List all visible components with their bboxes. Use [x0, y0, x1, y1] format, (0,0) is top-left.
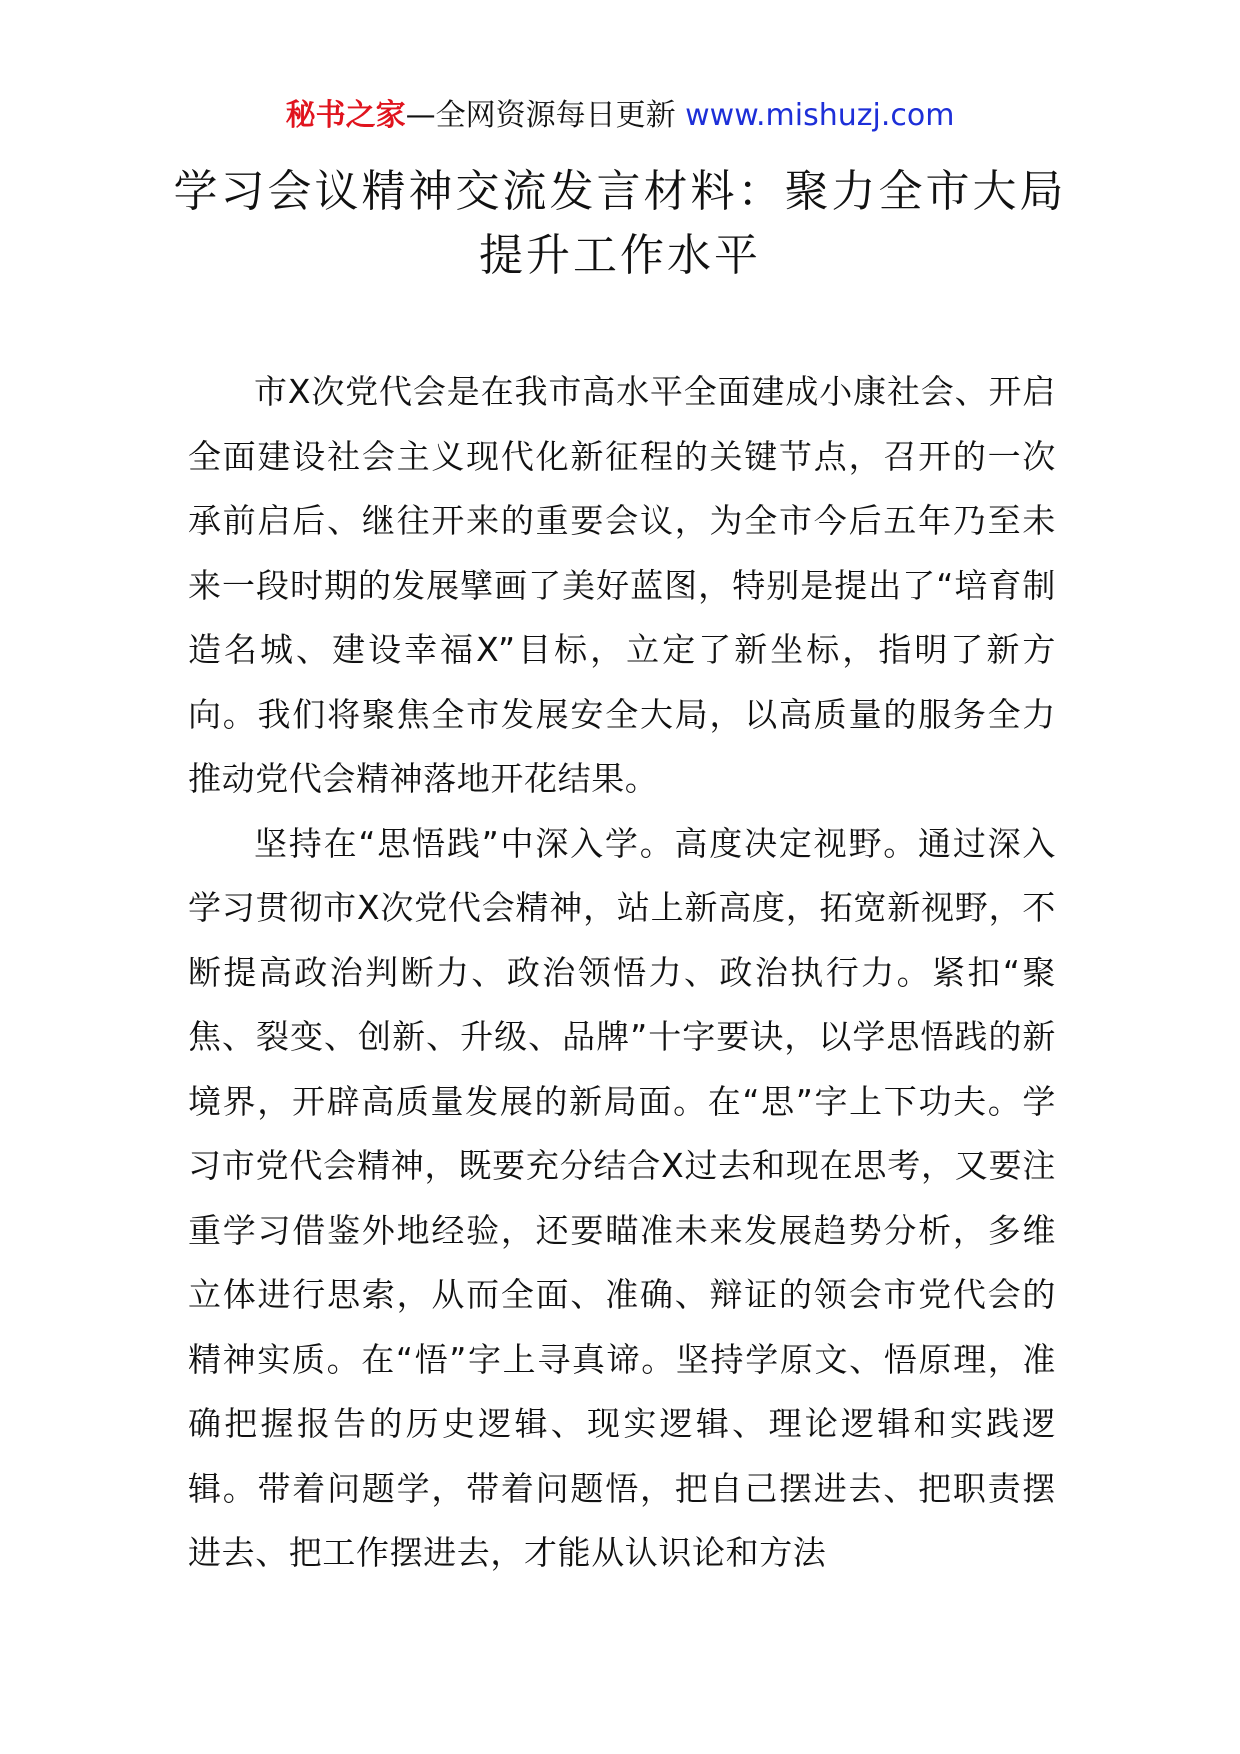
- site-url-link[interactable]: www.mishuzj.com: [685, 98, 955, 133]
- header-tagline: —全网资源每日更新: [405, 98, 676, 133]
- document-title: 学习会议精神交流发言材料：聚力全市大局提升工作水平: [173, 166, 1067, 281]
- paragraph: 坚持在“思悟践”中深入学。高度决定视野。通过深入学习贯彻市X次党代会精神，站上新高度，拓宽新视野，不断提高政治判断力、政治领悟力、政治执行力。紧扣“聚焦、裂变、创新、升级、品牌”十字要诀，以学思悟践的新境界，开辟高质量发展的新局面。在“思”字上下功夫。学习市党代会精神，既要充分结合X过去和现在思考，又要注重学习借鉴外地经验，还要瞄准未来发展趋势分析，多维立体进行思索，从而全面、准确、辩证的领会市党代会的精神实质。在“悟”字上寻真谛。坚持学原文、悟原理，准确把握报告的历史逻辑、现实逻辑、理论逻辑和实践逻辑。带着问题学，带着问题悟，把自己摆进去、把职责摆进去、把工作摆进去，才能从认识论和方法: [188, 823, 1056, 1572]
- document-body: [188, 360, 1056, 1586]
- paragraph: 市X次党代会是在我市高水平全面建成小康社会、开启全面建设社会主义现代化新征程的关键节点，召开的一次承前启后、继往开来的重要会议，为全市今后五年乃至未来一段时期的发展擘画了美好蓝图，特别是提出了“培育制造名城、建设幸福X”目标，立定了新坐标，指明了新方向。我们将聚焦全市发展安全大局，以高质量的服务全力推动党代会精神落地开花结果。: [188, 372, 1056, 798]
- brand-name: 秘书之家: [285, 98, 406, 133]
- site-header: [0, 96, 1240, 136]
